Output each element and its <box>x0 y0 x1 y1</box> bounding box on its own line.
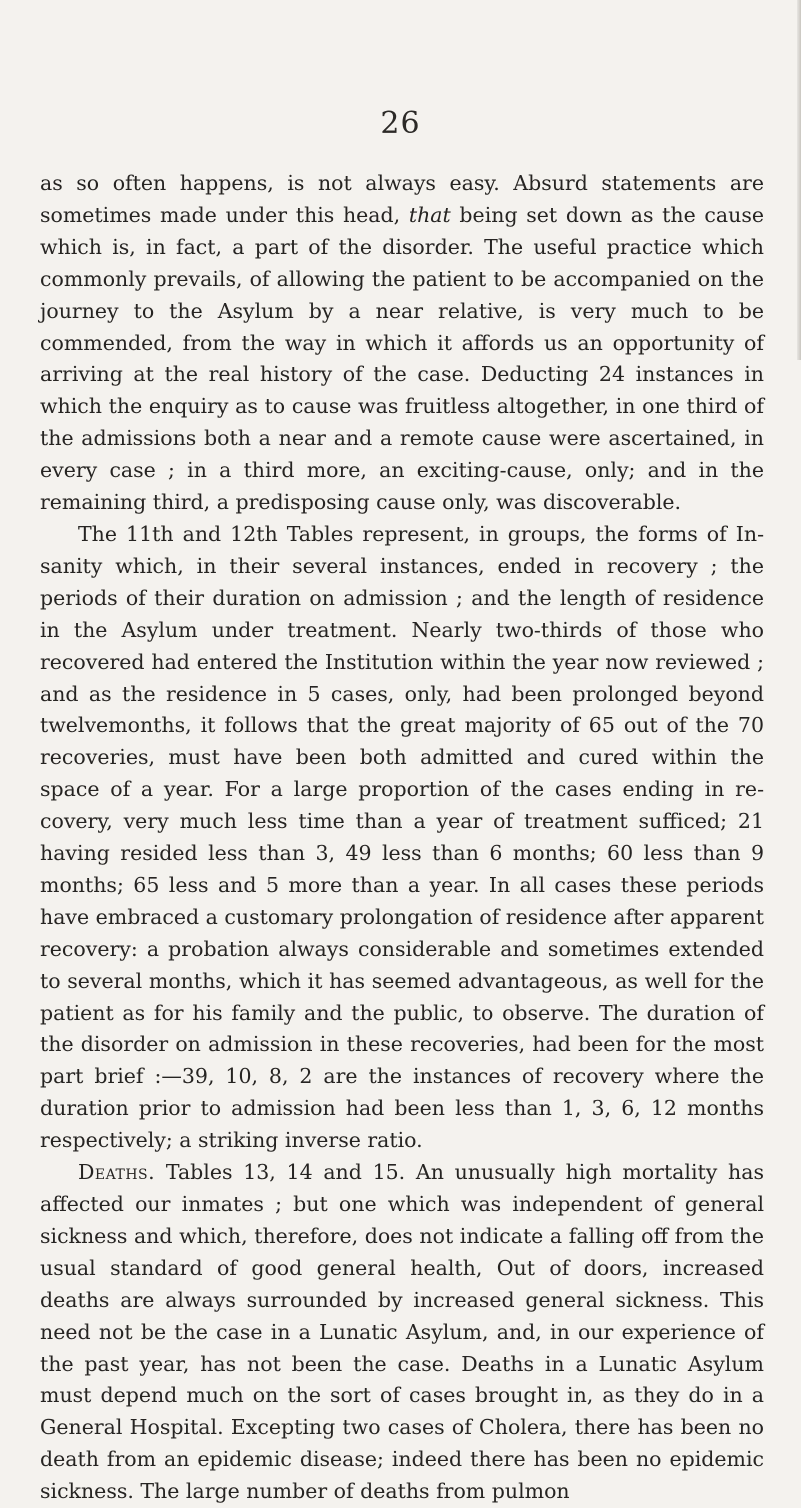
paragraph-causes <box>40 168 764 519</box>
emphasis-that: that <box>408 202 451 227</box>
paragraph-causes-text-rest: being set down as the cause which is, in fact, a part of the disorder. The useful practice which commonly prevails, of allowing the patient to be accompanied on the journey to the Asylum by a near relative, is very much to be commended, from the way in which it affords us an opportunity of arriving at the real history of the case. Deducting 24 instances in which the enquiry as to cause was fruitless altogether, in one third of the admissions both a near and a remote cause were ascertained, in every case ; in a third more, an exciting-cause, only; and in the remaining third, a predisposing cause only, was discoverable. <box>40 202 764 515</box>
paragraph-recoveries: The 11th and 12th Tables represent, in groups, the forms of Insanity which, in their several instances, ended in recovery ; the periods of their duration on admission ; and the length of residence in the Asylum under treatment. Nearly two-thirds of those who recovered had entered the Institution within the year now reviewed ; and as the residence in 5 cases, only, had been prolonged beyond twelvemonths, it follows that the great majority of 65 out of the 70 recoveries, must have been both admitted and cured within the space of a year. For a large proportion of the cases ending in recovery, very much less time than a year of treatment sufficed; 21 having resided less than 3, 49 less than 6 months; 60 less than 9 months; 65 less and 5 more than a year. In all cases these periods have embraced a customary prolongation of residence after apparent recovery: a probation always considerable and sometimes extended to several months, which it has seemed advantageous, as well for the patient as for his family and the public, to observe. The duration of the disorder on admission in these recoveries, had been for the most part brief :—39, 10, 8, 2 are the instances of recovery where the duration prior to admission had been less than 1, 3, 6, 12 months respectively; a striking inverse ratio. <box>40 521 764 1153</box>
paragraph-causes-text: as so often happens, is not always easy. Absurd statements are sometimes made under this head, <box>40 171 764 227</box>
page-number: 26 <box>380 106 421 141</box>
section-heading-deaths: Deaths. <box>78 1160 156 1185</box>
paragraph-deaths <box>40 1157 764 1508</box>
page-edge <box>797 0 801 360</box>
body-text <box>40 168 764 1508</box>
paragraph-deaths-text: Tables 13, 14 and 15. An unusually high mortality has affected our inmates ; but one which was independent of general sickness and which, therefore, does not indicate a falling off from the usual standard of good general health, Out of doors, increased deaths are always surrounded by increased general sickness. This need not be the case in a Lunatic Asylum, and, in our experience of the past year, has not been the case. Deaths in a Lunatic Asylum must depend much on the sort of cases brought in, as they do in a General Hospital. Excepting two cases of Cholera, there has been no death from an epidemic disease; indeed there has been no epidemic sickness. The large number of deaths from pulmon <box>40 1160 764 1504</box>
